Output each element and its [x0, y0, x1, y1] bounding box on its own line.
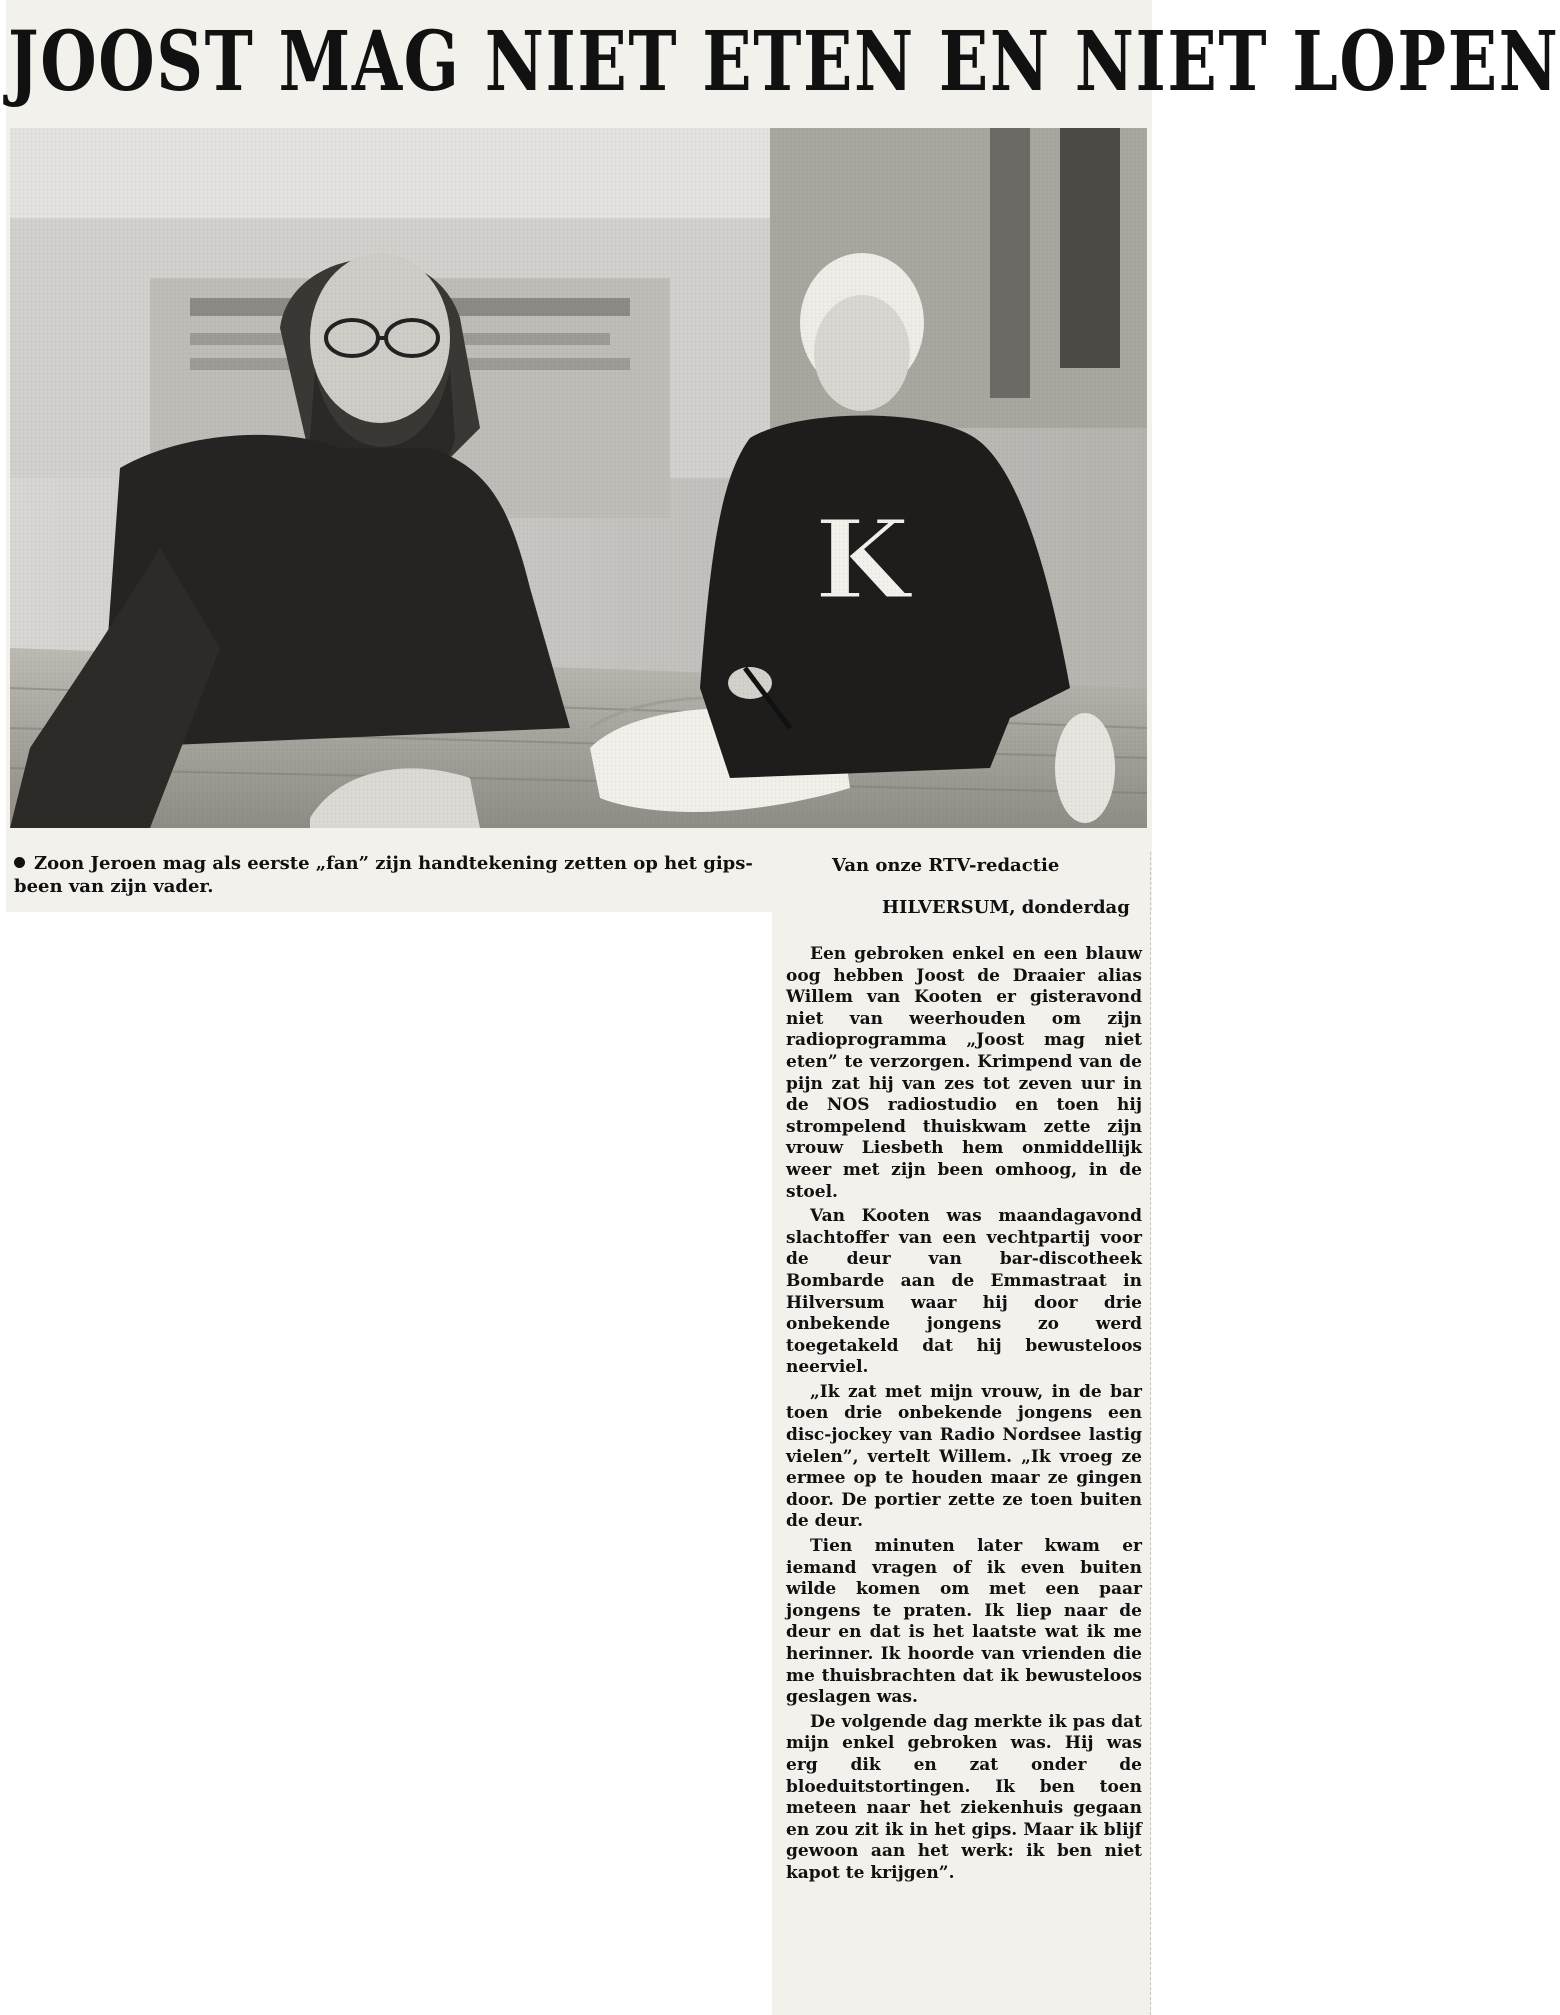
- byline: Van onze RTV-redactie: [832, 855, 1060, 876]
- paragraph-2: Van Kooten was maandagavond slachtoffer van een vechtpartij voor de deur van bar-discotheek Bombarde aan de Emmastraat in Hilversum waar hij door drie onbekende jongens zo werd toegetakeld dat hij bewusteloos neerviel.: [786, 1206, 1142, 1378]
- article-body: [786, 944, 1142, 1888]
- column-edge: [1144, 852, 1151, 2015]
- paragraph-5: De volgende dag merkte ik pas dat mijn enkel gebroken was. Hij was erg dik en zat onder de bloeduitstortingen. Ik ben toen meteen naar het ziekenhuis gegaan en zou zit ik in het gips. Maar ik blijf gewoon aan het werk: ik ben niet kapot te krijgen”.: [786, 1711, 1142, 1883]
- dateline: HILVERSUM, donderdag: [882, 897, 1130, 918]
- bullet-icon: [14, 857, 25, 868]
- paragraph-4: Tien minuten later kwam er iemand vragen of ik even buiten wilde komen om met een paar jongens te praten. Ik liep naar de deur en dat is het laatste wat ik me herinner. Ik hoorde van vrienden die me thuisbrachten dat ik bewusteloos geslagen was.: [786, 1536, 1142, 1708]
- photo-caption: [14, 852, 774, 898]
- headline: JOOST MAG NIET ETEN EN NIET LOPEN: [8, 14, 1560, 110]
- caption-text: Zoon Jeroen mag als eerste „fan” zijn handtekening zetten op het gips-been van zijn vader.: [14, 853, 753, 897]
- paragraph-3: „Ik zat met mijn vrouw, in de bar toen drie onbekende jongens een disc-jockey van Radio Nordsee lastig vielen”, vertelt Willem. „Ik vroeg ze ermee op te houden maar ze gingen door. De portier zette ze toen buiten de deur.: [786, 1381, 1142, 1532]
- article-column: [772, 852, 1151, 2015]
- news-photo: [10, 128, 1147, 828]
- paragraph-1: Een gebroken enkel en een blauw oog hebben Joost de Draaier alias Willem van Kooten er gisteravond niet van weerhouden om zijn radioprogramma „Joost mag niet eten” te verzorgen. Krimpend van de pijn zat hij van zes tot zeven uur in de NOS radiostudio en toen hij strompelend thuiskwam zette zijn vrouw Liesbeth hem onmiddellijk weer met zijn been omhoog, in de stoel.: [786, 944, 1142, 1202]
